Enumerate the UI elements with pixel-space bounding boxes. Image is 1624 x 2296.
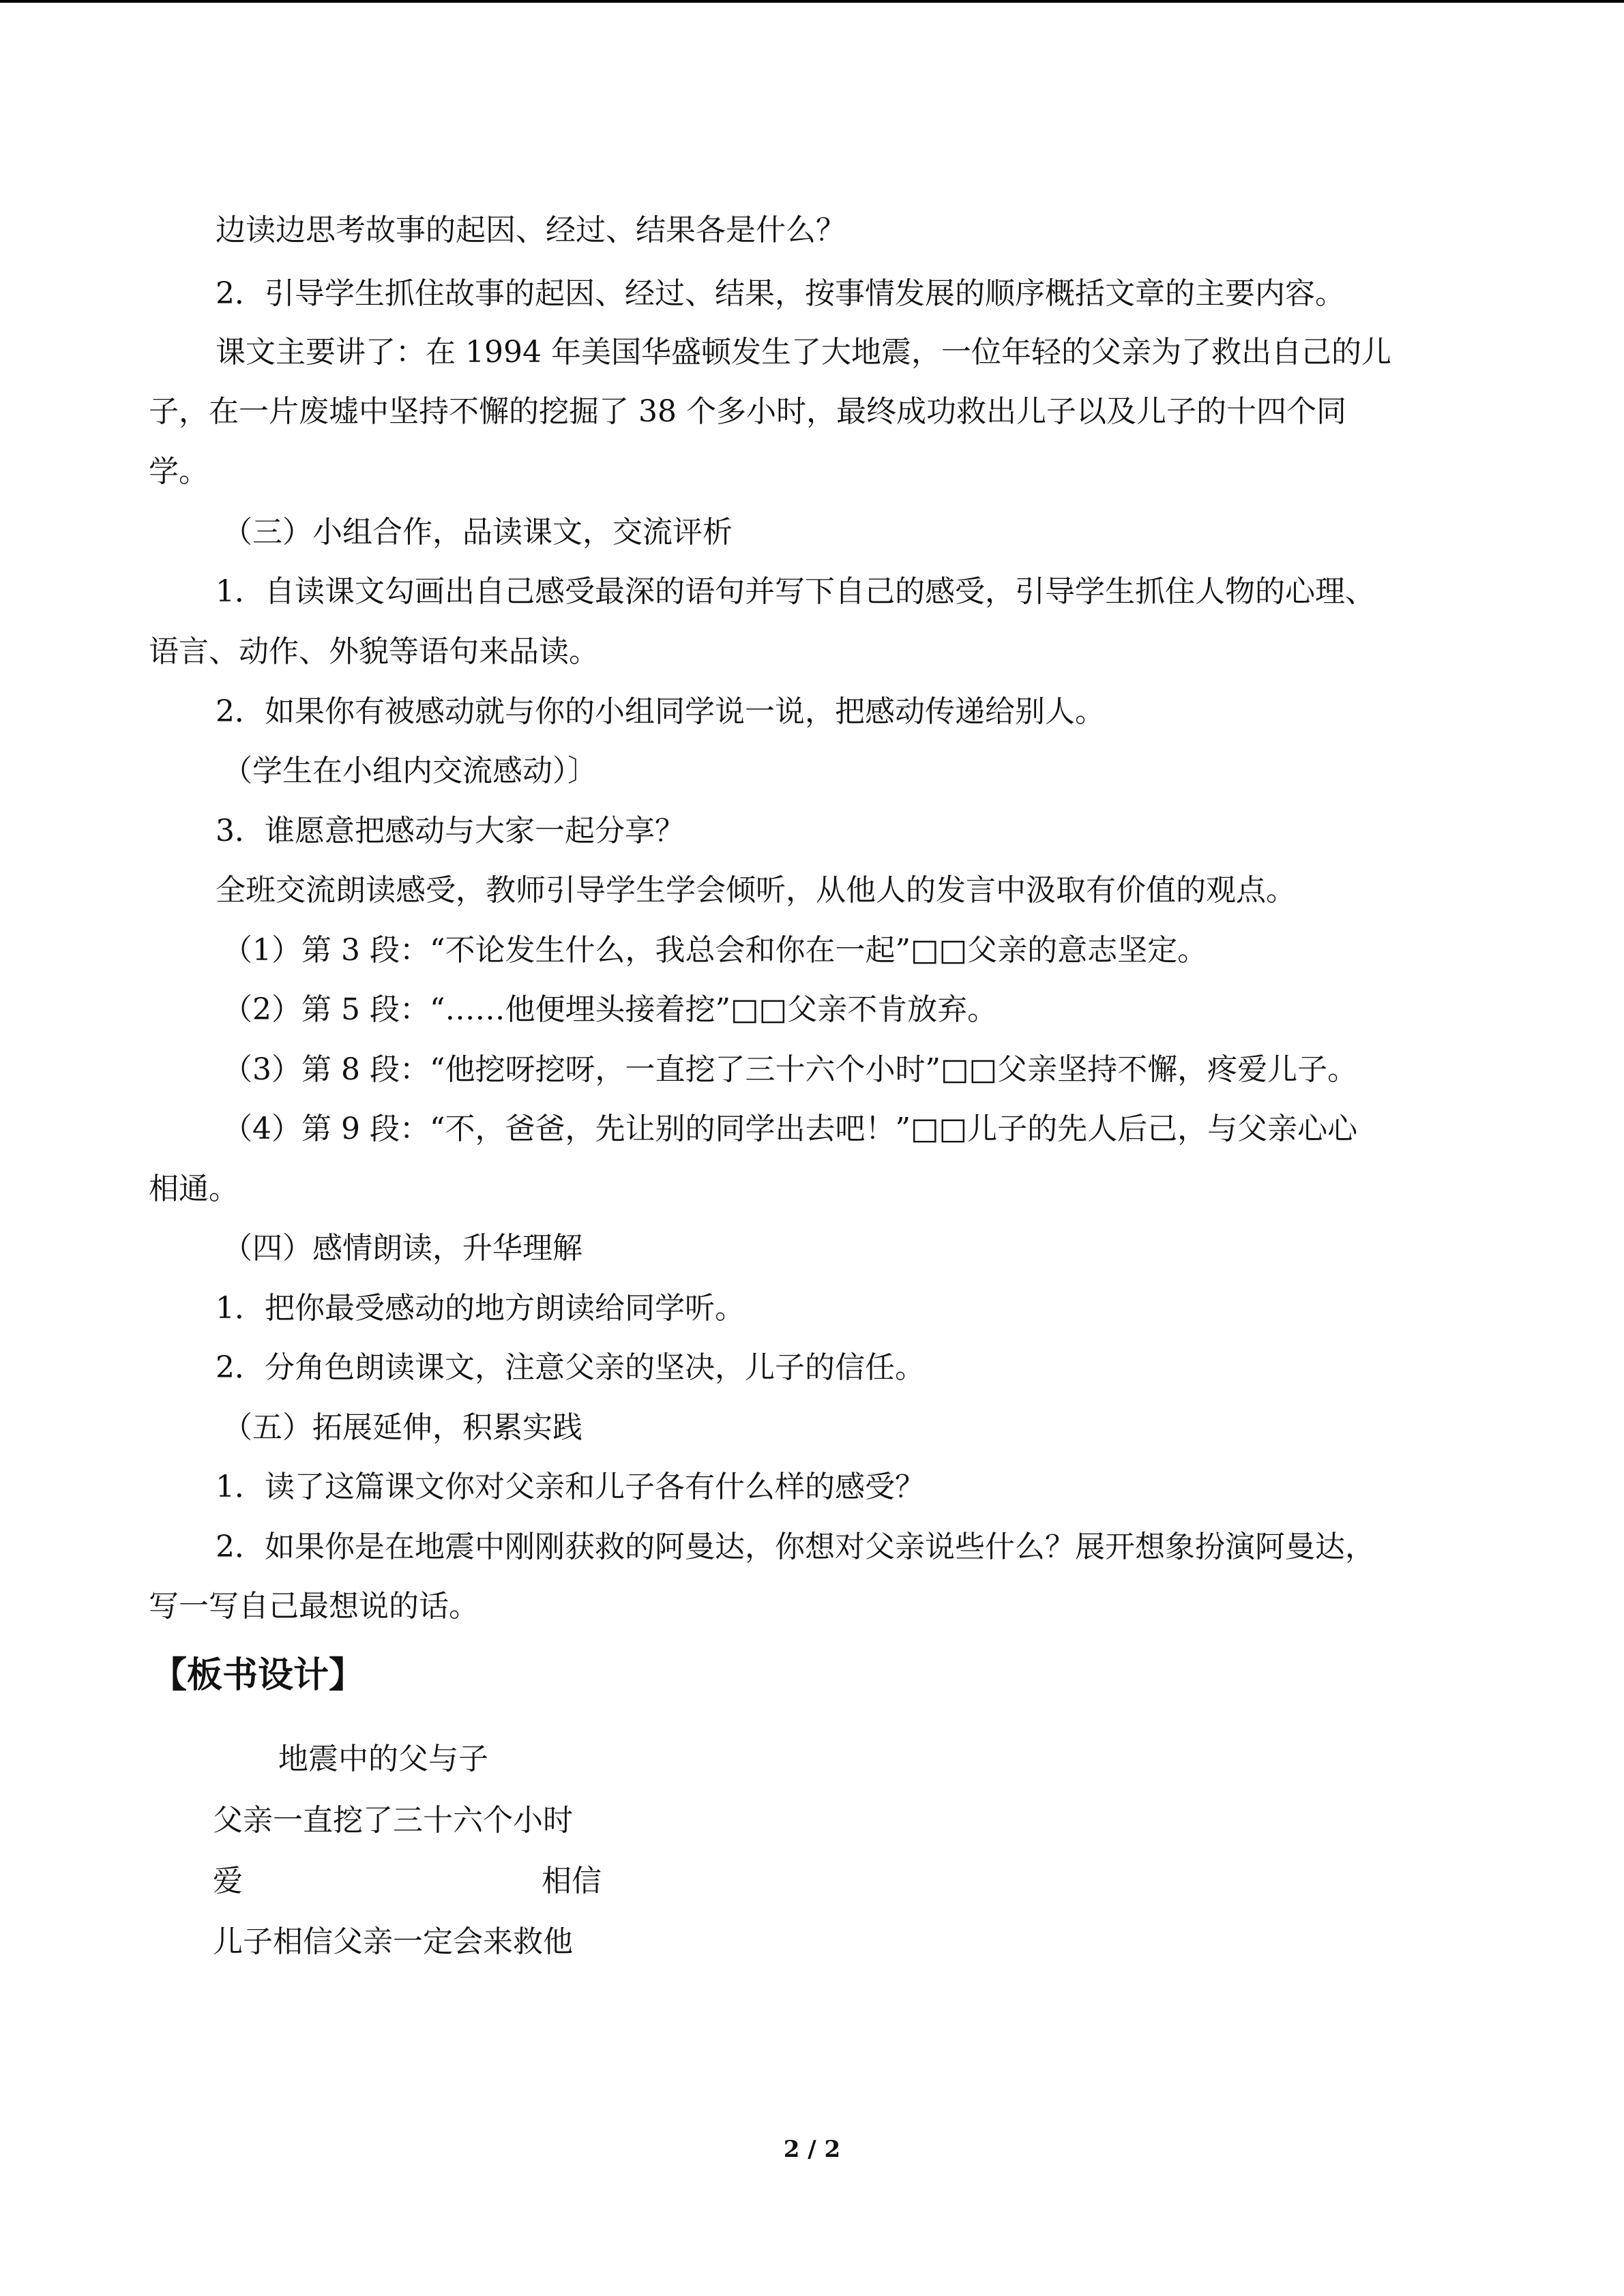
paragraph-line: 1．读了这篇课文你对父亲和儿子各有什么样的感受？	[216, 1470, 925, 1504]
paragraph-line: 子，在一片废墟中坚持不懈的挖掘了 38 个多小时，最终成功救出儿子以及儿子的十四个同	[149, 394, 1346, 429]
paragraph-line: 写一写自己最想说的话。	[149, 1589, 479, 1624]
board-line-son: 儿子相信父亲一定会来救他	[213, 1924, 573, 1959]
paragraph-line: 2．如果你有被感动就与你的小组同学说一说，把感动传递给别人。	[216, 694, 1105, 729]
paragraph-line: 3．谁愿意把感动与大家一起分享？	[216, 814, 685, 848]
paragraph-line: 1．把你最受感动的地方朗读给同学听。	[216, 1291, 745, 1326]
list-item: （3）第 8 段：“他挖呀挖呀，一直挖了三十六个小时”□□父亲坚持不懈，疼爱儿子。	[222, 1052, 1358, 1087]
paragraph-line: 全班交流朗读感受，教师引导学生学会倾听，从他人的发言中汲取有价值的观点。	[216, 873, 1296, 908]
paragraph-line: 2．分角色朗读课文，注意父亲的坚决，儿子的信任。	[216, 1350, 925, 1385]
paragraph-line: 边读边思考故事的起因、经过、结果各是什么？	[216, 213, 846, 248]
paragraph-line: 2．引导学生抓住故事的起因、经过、结果，按事情发展的顺序概括文章的主要内容。	[216, 276, 1345, 311]
paragraph-line: 2．如果你是在地震中刚刚获救的阿曼达，你想对父亲说些什么？展开想象扮演阿曼达，	[216, 1530, 1375, 1564]
list-item: （1）第 3 段：“不论发生什么，我总会和你在一起”□□父亲的意志坚定。	[222, 933, 1208, 968]
list-item: （4）第 9 段：“不，爸爸，先让别的同学出去吧！”□□儿子的先人后己，与父亲心心	[222, 1112, 1358, 1146]
board-design-heading: 【板书设计】	[151, 1654, 365, 1696]
page-number: 2 / 2	[783, 2136, 841, 2163]
board-word-trust: 相信	[542, 1864, 602, 1898]
paragraph-line: 语言、动作、外貌等语句来品读。	[149, 634, 599, 669]
board-title: 地震中的父与子	[278, 1742, 488, 1776]
list-item: （2）第 5 段：“……他便埋头接着挖”□□父亲不肯放弃。	[222, 992, 998, 1027]
paragraph-line: 相通。	[149, 1172, 239, 1206]
board-line-father: 父亲一直挖了三十六个小时	[213, 1803, 573, 1838]
paragraph-line: 学。	[149, 454, 209, 489]
board-word-love: 爱	[213, 1864, 243, 1898]
paragraph-line: （学生在小组内交流感动）〕	[222, 754, 597, 788]
section-heading: （四）感情朗读，升华理解	[222, 1231, 582, 1266]
paragraph-line: 1．自读课文勾画出自己感受最深的语句并写下自己的感受，引导学生抓住人物的心理、	[216, 574, 1375, 609]
section-heading: （三）小组合作，品读课文，交流评析	[222, 515, 733, 550]
section-heading: （五）拓展延伸，积累实践	[222, 1410, 582, 1445]
paragraph-line: 课文主要讲了：在 1994 年美国华盛顿发生了大地震，一位年轻的父亲为了救出自己的儿	[216, 335, 1391, 370]
